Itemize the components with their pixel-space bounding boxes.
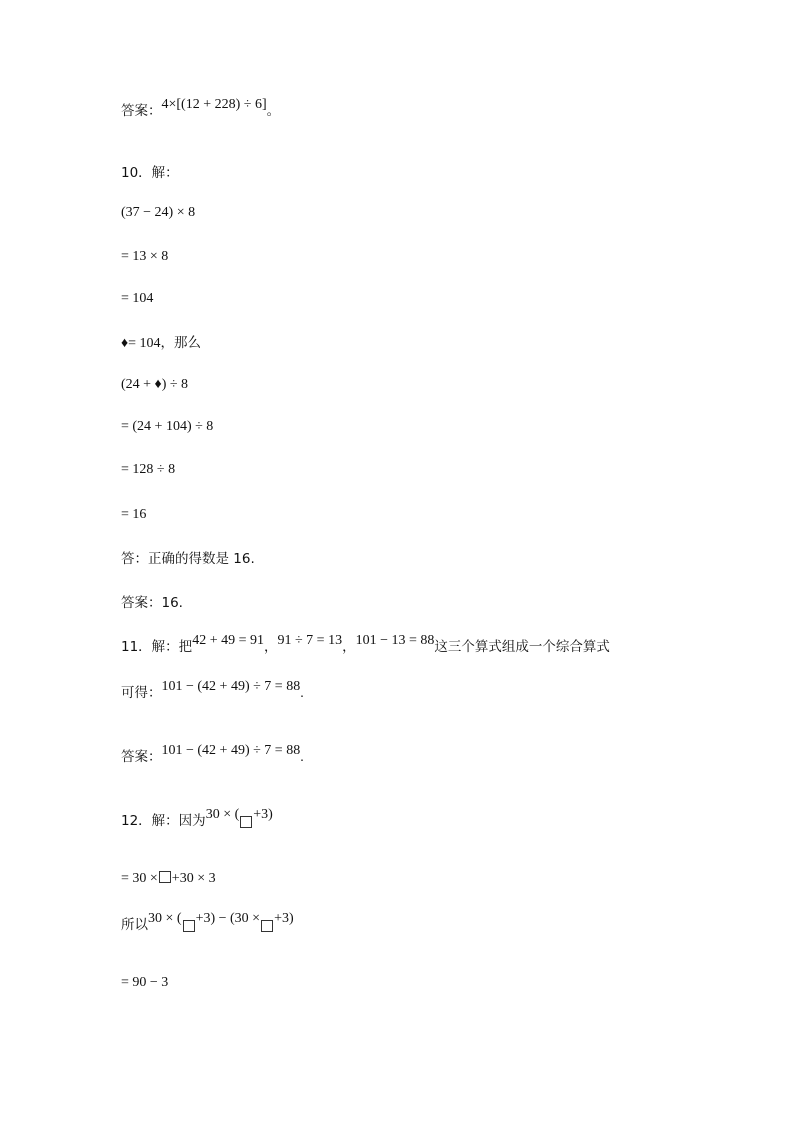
formula-part: 30 × ( <box>205 807 240 822</box>
formula-line: = 16 <box>121 507 147 522</box>
heading-text: 12．解：因为 <box>121 813 206 829</box>
formula-line: = 13 × 8 <box>121 249 169 264</box>
formula-part: = 30 × <box>121 871 158 886</box>
formula: 91 ÷ 7 = 13 <box>277 633 343 648</box>
formula-line: = (24 + 104) ÷ 8 <box>121 419 214 434</box>
problem-10-heading <box>121 164 179 182</box>
formula <box>206 807 273 822</box>
formula: 42 + 49 = 91 <box>192 633 264 648</box>
label: 可得： <box>121 685 162 701</box>
answer-10-line <box>121 594 183 612</box>
heading-text: 11．解：把 <box>121 639 193 655</box>
problem-12-line <box>121 807 273 831</box>
formula-part: +3) − (30 × <box>195 911 261 926</box>
blank-box-icon <box>183 920 195 932</box>
result-line <box>121 679 304 703</box>
text: 这三个算式组成一个综合算式 <box>434 639 610 655</box>
text: 答案：16. <box>121 595 183 611</box>
punctuation: ， <box>342 639 356 655</box>
therefore-line <box>121 911 294 935</box>
formula-part: +3) <box>253 807 273 822</box>
formula: 101 − 13 = 88 <box>355 633 435 648</box>
answer-11-line <box>121 743 304 767</box>
formula: 4×[(12 + 228) ÷ 6] <box>161 97 267 112</box>
punctuation: . <box>300 686 304 701</box>
answer-statement <box>121 550 255 568</box>
formula: 101 − (42 + 49) ÷ 7 = 88 <box>161 679 301 694</box>
formula-line: = 90 − 3 <box>121 975 169 990</box>
text: 答：正确的得数是 16. <box>121 551 255 567</box>
formula: ♦= 104 <box>121 336 161 351</box>
text: ，那么 <box>160 335 202 351</box>
formula-part: 30 × ( <box>148 911 182 926</box>
formula-line: = 104 <box>121 291 154 306</box>
diamond-value-line <box>121 334 201 353</box>
problem-11-line <box>121 633 610 657</box>
blank-box-icon <box>261 920 273 932</box>
formula-part: +3) <box>274 911 294 926</box>
heading-text: 10．解： <box>121 165 179 181</box>
blank-box-icon <box>240 816 252 828</box>
formula <box>148 911 294 926</box>
formula: 101 − (42 + 49) ÷ 7 = 88 <box>161 743 301 758</box>
answer-9-line <box>121 97 281 121</box>
formula-line: (37 − 24) × 8 <box>121 205 196 220</box>
punctuation: . <box>300 750 304 765</box>
blank-box-icon <box>159 871 171 883</box>
label: 所以 <box>121 917 148 933</box>
formula-line <box>121 870 216 888</box>
formula-part: +30 × 3 <box>171 871 216 886</box>
punctuation: ， <box>263 639 278 655</box>
answer-label: 答案： <box>121 749 162 765</box>
punctuation: 。 <box>266 103 281 119</box>
answer-label: 答案： <box>121 103 162 119</box>
formula-line: (24 + ♦) ÷ 8 <box>121 377 189 392</box>
formula-line: = 128 ÷ 8 <box>121 462 176 477</box>
